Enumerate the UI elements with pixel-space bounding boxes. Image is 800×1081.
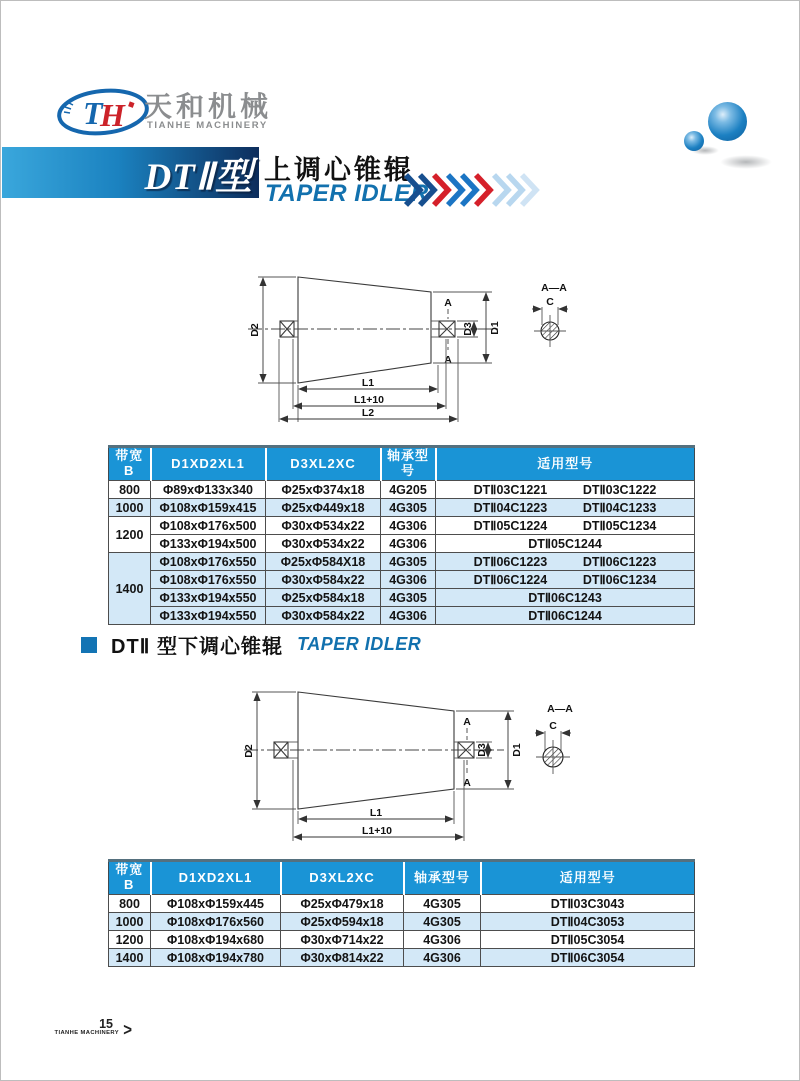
- col-header-models: 适用型号: [436, 447, 695, 481]
- series-label: DTⅡ型: [144, 156, 253, 198]
- blue-sphere-icon: [684, 131, 704, 151]
- cell-bearing: 4G305: [381, 553, 436, 571]
- cell-d3: Φ25xΦ479x18: [281, 895, 404, 913]
- table-header-row: [109, 447, 695, 481]
- svg-text:D1: D1: [489, 321, 501, 335]
- table-row: [109, 895, 695, 913]
- col-header-bearing: 轴承型号: [404, 861, 481, 895]
- svg-text:D2: D2: [249, 323, 261, 337]
- brand-name-en: TIANHE MACHINERY: [147, 120, 268, 131]
- cell-bearing: 4G306: [404, 949, 481, 967]
- cell-d3: Φ30xΦ534x22: [266, 535, 381, 553]
- table-row: [109, 589, 695, 607]
- svg-text:A: A: [444, 354, 452, 366]
- table-row: [109, 535, 695, 553]
- cell-bandwidth: 1400: [109, 949, 151, 967]
- svg-text:L1+10: L1+10: [353, 394, 385, 406]
- cell-d3: Φ25xΦ584x18: [266, 589, 381, 607]
- cell-d1: Φ108xΦ159x415: [151, 499, 266, 517]
- cell-bearing: 4G306: [381, 517, 436, 535]
- taper-idler-drawing-bottom: [236, 669, 616, 859]
- svg-text:D1: D1: [511, 743, 523, 757]
- chevron-arrows-icon: [404, 169, 552, 215]
- cell-d1: Φ108xΦ194x780: [151, 949, 281, 967]
- cell-models: DTⅡ06C3054: [481, 949, 695, 967]
- table-row: [109, 481, 695, 499]
- cell-d3: Φ30xΦ584x22: [266, 571, 381, 589]
- table-row: [109, 571, 695, 589]
- cell-d1: Φ89xΦ133x340: [151, 481, 266, 499]
- svg-text:L1: L1: [361, 377, 375, 389]
- cell-bearing: 4G306: [381, 607, 436, 625]
- cell-bandwidth: 1000: [109, 499, 151, 517]
- page-title-en: TAPER IDLER: [265, 180, 429, 207]
- table-header-row: [109, 861, 695, 895]
- cell-models: DTⅡ04C1223 DTⅡ04C1233: [436, 499, 695, 517]
- cell-d3: Φ25xΦ449x18: [266, 499, 381, 517]
- table-row: [109, 499, 695, 517]
- col-header-d1d2l1: D1XD2XL1: [151, 447, 266, 481]
- cell-models: DTⅡ03C3043: [481, 895, 695, 913]
- svg-text:L1+10: L1+10: [361, 825, 393, 837]
- col-header-bandwidth: 带宽 B: [109, 861, 151, 895]
- svg-text:A—A: A—A: [541, 282, 567, 294]
- cell-models: DTⅡ05C1244: [436, 535, 695, 553]
- cell-d3: Φ25xΦ374x18: [266, 481, 381, 499]
- cell-models: DTⅡ05C1224 DTⅡ05C1234: [436, 517, 695, 535]
- square-bullet-icon: [81, 637, 97, 653]
- cell-d3: Φ30xΦ584x22: [266, 607, 381, 625]
- cell-d3: Φ25xΦ584X18: [266, 553, 381, 571]
- spec-table-bottom: [108, 859, 695, 967]
- table-row: [109, 607, 695, 625]
- cell-d1: Φ133xΦ194x550: [151, 607, 266, 625]
- svg-text:D3: D3: [476, 743, 488, 757]
- cell-models: DTⅡ03C1221 DTⅡ03C1222: [436, 481, 695, 499]
- cell-bearing: 4G305: [404, 895, 481, 913]
- cell-d1: Φ108xΦ176x560: [151, 913, 281, 931]
- cell-models: DTⅡ04C3053: [481, 913, 695, 931]
- footer-chevron-icon: >: [123, 1020, 132, 1041]
- spec-table-top: [108, 445, 695, 625]
- cell-d3: Φ30xΦ534x22: [266, 517, 381, 535]
- cell-models: DTⅡ05C3054: [481, 931, 695, 949]
- series-banner: [2, 147, 259, 198]
- col-header-d3l2c: D3XL2XC: [281, 861, 404, 895]
- col-header-d1d2l1: D1XD2XL1: [151, 861, 281, 895]
- svg-text:L2: L2: [361, 407, 375, 419]
- cell-d1: Φ108xΦ176x550: [151, 553, 266, 571]
- col-header-bandwidth: 带宽 B: [109, 447, 151, 481]
- page-title-cn: 上调心锥辊: [264, 155, 414, 185]
- table-row: [109, 553, 695, 571]
- cell-bearing: 4G306: [381, 571, 436, 589]
- svg-text:A: A: [463, 777, 471, 789]
- table-row: [109, 913, 695, 931]
- cell-models: DTⅡ06C1243: [436, 589, 695, 607]
- cell-models: DTⅡ06C1224 DTⅡ06C1234: [436, 571, 695, 589]
- cell-bearing: 4G305: [381, 589, 436, 607]
- blue-sphere-icon: [708, 102, 747, 141]
- tianhe-logo-icon: [53, 86, 153, 138]
- cell-d1: Φ108xΦ176x550: [151, 571, 266, 589]
- sphere-shadow: [720, 155, 772, 169]
- cell-d1: Φ108xΦ159x445: [151, 895, 281, 913]
- section2-heading: [81, 630, 421, 659]
- svg-text:H: H: [100, 97, 125, 133]
- footer-brand: TIANHE MACHINERY: [54, 1030, 119, 1036]
- section2-title-cn: DTⅡ 型下调心锥辊: [111, 636, 284, 658]
- cell-bearing: 4G305: [404, 913, 481, 931]
- taper-idler-drawing-top: [236, 251, 616, 441]
- cell-d1: Φ108xΦ194x680: [151, 931, 281, 949]
- svg-text:A—A: A—A: [547, 703, 573, 715]
- cell-d3: Φ25xΦ594x18: [281, 913, 404, 931]
- cell-bandwidth: 1400: [109, 553, 151, 625]
- cell-bandwidth: 1000: [109, 913, 151, 931]
- cell-bandwidth: 1200: [109, 517, 151, 553]
- cell-bearing: 4G305: [381, 499, 436, 517]
- svg-text:A: A: [463, 716, 471, 728]
- cell-d1: Φ133xΦ194x500: [151, 535, 266, 553]
- svg-text:C: C: [549, 720, 557, 732]
- svg-text:A: A: [444, 297, 452, 309]
- section2-title-en: TAPER IDLER: [297, 634, 422, 654]
- svg-text:L1: L1: [369, 807, 383, 819]
- col-header-d3l2c: D3XL2XC: [266, 447, 381, 481]
- cell-models: DTⅡ06C1244: [436, 607, 695, 625]
- brand-name-cn: 天和机械: [144, 91, 273, 122]
- cell-d1: Φ133xΦ194x550: [151, 589, 266, 607]
- cell-bearing: 4G205: [381, 481, 436, 499]
- table-row: [109, 931, 695, 949]
- cell-bandwidth: 800: [109, 481, 151, 499]
- cell-models: DTⅡ06C1223 DTⅡ06C1223: [436, 553, 695, 571]
- col-header-bearing: 轴承型号: [381, 447, 436, 481]
- cell-bandwidth: 800: [109, 895, 151, 913]
- cell-bearing: 4G306: [381, 535, 436, 553]
- svg-text:C: C: [546, 296, 554, 308]
- table-row: [109, 517, 695, 535]
- svg-text:T: T: [83, 95, 103, 131]
- page-footer: [39, 1017, 132, 1041]
- cell-d1: Φ108xΦ176x500: [151, 517, 266, 535]
- svg-text:D2: D2: [243, 744, 255, 758]
- cell-d3: Φ30xΦ814x22: [281, 949, 404, 967]
- cell-bandwidth: 1200: [109, 931, 151, 949]
- svg-text:D3: D3: [462, 322, 474, 336]
- page-number: 15: [99, 1017, 113, 1031]
- cell-d3: Φ30xΦ714x22: [281, 931, 404, 949]
- col-header-models: 适用型号: [481, 861, 695, 895]
- cell-bearing: 4G306: [404, 931, 481, 949]
- table-row: [109, 949, 695, 967]
